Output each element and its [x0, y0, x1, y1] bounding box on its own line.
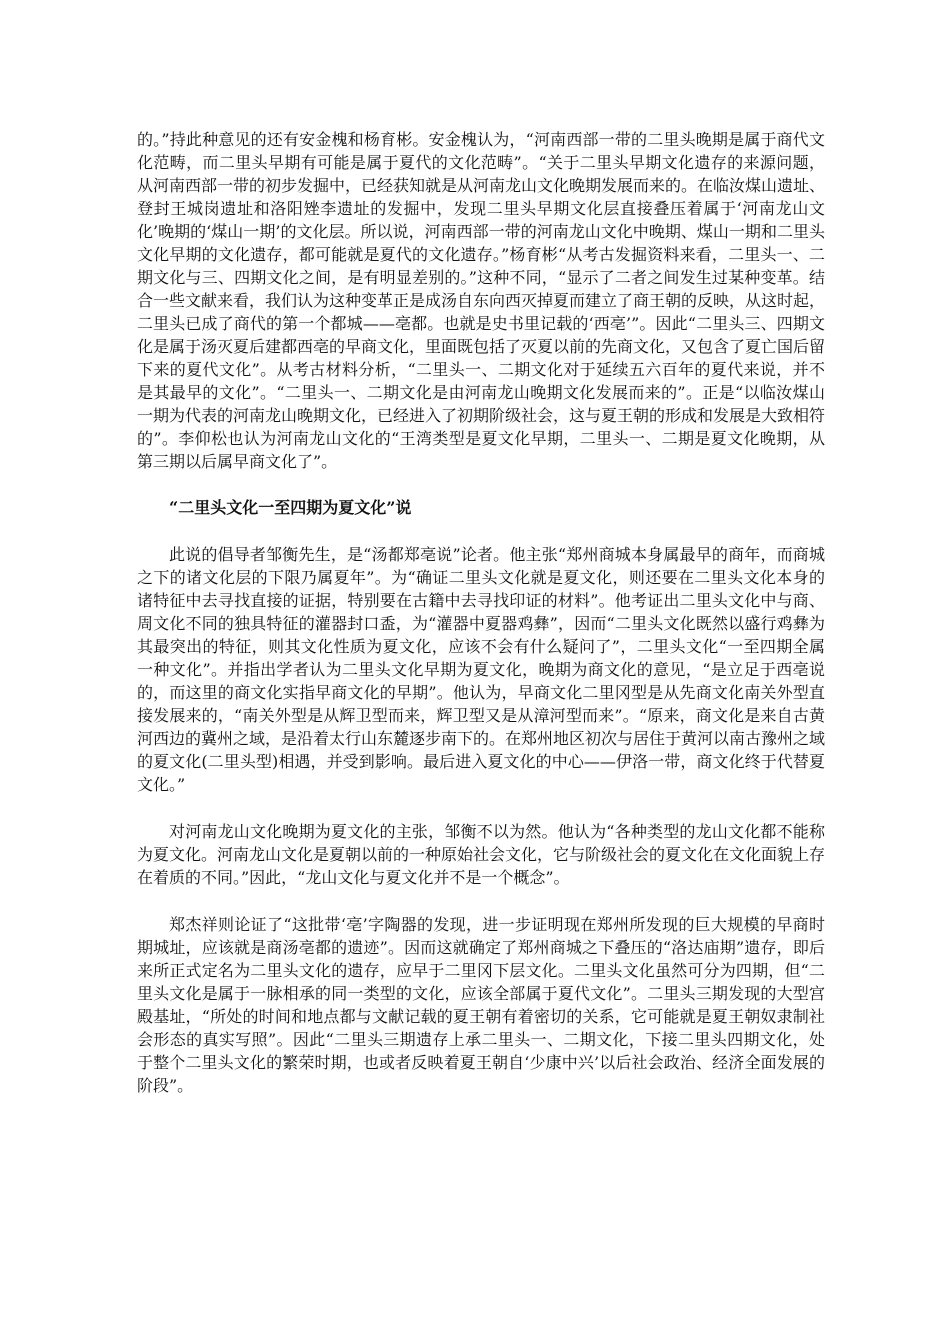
section-heading: “二里头文化一至四期为夏文化”说 [169, 498, 412, 517]
paragraph-1: 的。”持此种意见的还有安金槐和杨育彬。安金槐认为，“河南西部一带的二里头晚期是属于商代文化范畴，而二里头早期有可能是属于夏代的文化范畴”。“关于二里头早期文化遗存的来源问题，从河南西部一带的初步发掘中，已经获知就是从河南龙山文化晚期发展而来的。在临汝煤山遗址、登封王城岗遗址和洛阳矬李遗址的发掘中，发现二里头早期文化层直接叠压着属于‘河南龙山文化’晚期的‘煤山一期’的文化层。所以说，河南西部一带的河南龙山文化中晚期、煤山一期和二里头文化早期的文化遗存，都可能就是夏代的文化遗存。”杨育彬“从考古发掘资料来看，二里头一、二期文化与三、四期文化之间，是有明显差别的。”这种不同，“显示了二者之间发生过某种变革。结合一些文献来看，我们认为这种变革正是成汤自东向西灭掉夏而建立了商王朝的反映，从这时起，二里头已成了商代的第一个都城——亳都。也就是史书里记载的‘西亳’”。因此“二里头三、四期文化是属于汤灭夏后建都西亳的早商文化，里面既包括了灭夏以前的先商文化，又包含了夏亡国后留下来的夏代文化”。从考古材料分析，“二里头一、二期文化对于延续五六百年的夏代来说，并不是其最早的文化”。“二里头一、二期文化是由河南龙山晚期文化发展而来的”。正是“以临汝煤山一期为代表的河南龙山晚期文化，已经进入了初期阶级社会，这与夏王朝的形成和发展是大致相符的”。李仰松也认为河南龙山文化的“王湾类型是夏文化早期，二里头一、二期是夏文化晚期，从第三期以后属早商文化了”。 [137, 130, 826, 471]
paragraph-3: 对河南龙山文化晚期为夏文化的主张，邹衡不以为然。他认为“各种类型的龙山文化都不能称为夏文化。河南龙山文化是夏朝以前的一种原始社会文化，它与阶级社会的夏文化在文化面貌上存在着质的不同。”因此，“龙山文化与夏文化并不是一个概念”。 [137, 822, 826, 887]
document-page [137, 128, 825, 1097]
paragraph-2: 此说的倡导者邹衡先生，是“汤都郑亳说”论者。他主张“郑州商城本身属最早的商年，而商城之下的诸文化层的下限乃属夏年”。为“确证二里头文化就是夏文化，则还要在二里头文化本身的诸特征中去寻找直接的证据，特别要在古籍中去寻找印证的材料”。他考证出二里头文化中与商、周文化不同的独具特征的灌器封口盉，为“灌器中夏器鸡彝”，因而“二里头文化既然以盛行鸡彝为其最突出的特征，则其文化性质为夏文化，应该不会有什么疑问了”，二里头文化“一至四期全属一种文化”。并指出学者认为二里头文化早期为夏文化，晚期为商文化的意见，“是立足于西亳说的，而这里的商文化实指早商文化的早期”。他认为，早商文化二里冈型是从先商文化南关外型直接发展来的，“南关外型是从辉卫型而来，辉卫型又是从漳河型而来”。“原来，商文化是来自古黄河西边的冀州之域，是沿着太行山东麓逐步南下的。在郑州地区初次与居住于黄河以南古豫州之域的夏文化(二里头型)相遇，并受到影响。最后进入夏文化的中心——伊洛一带，商文化终于代替夏文化。” [137, 545, 826, 794]
paragraph-4: 郑杰祥则论证了“这批带‘亳’字陶器的发现，进一步证明现在郑州所发现的巨大规模的早商时期城址，应该就是商汤亳都的遗迹”。因而这就确定了郑州商城之下叠压的“洛达庙期”遗存，即后来所正式定名为二里头文化的遗存，应早于二里冈下层文化。二里头文化虽然可分为四期，但“二里头文化是属于一脉相承的同一类型的文化，应该全部属于夏代文化”。二里头三期发现的大型宫殿基址，“所处的时间和地点都与文献记载的夏王朝有着密切的关系，它可能就是夏王朝奴隶制社会形态的真实写照”。因此“二里头三期遗存上承二里头一、二期文化，下接二里头四期文化，处于整个二里头文化的繁荣时期，也或者反映着夏王朝自‘少康中兴’以后社会政治、经济全面发展的阶段”。 [137, 915, 825, 1095]
